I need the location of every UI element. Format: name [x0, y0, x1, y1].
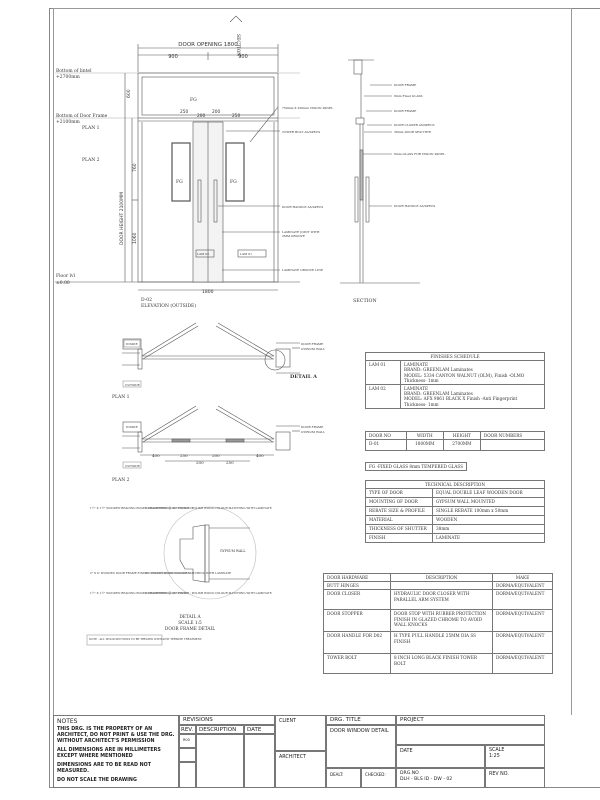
- elevation-title-code: D-02: [141, 298, 152, 303]
- section-callout: DOOR FRAME: [394, 83, 417, 87]
- lam01-tag: LAM 01: [240, 252, 253, 256]
- vision-dim: 250: [180, 110, 189, 115]
- plan1-title: PLAN 1: [112, 395, 130, 400]
- table-row: DOOR CLOSER HYDRAULIC DOOR CLOSER WITH PARALLEL ARM SYSTEM DORMA/EQUIVALENT: [324, 590, 553, 610]
- finish-code: LAM 02: [366, 385, 401, 409]
- detail-gypsum-label: GYPSUM WALL: [220, 549, 246, 553]
- scale-cell: SCALE 1:25: [485, 745, 545, 768]
- table-row: BUTT HINGES DORMA/EQUIVALENT: [324, 582, 553, 590]
- dim-600: 600: [127, 89, 132, 98]
- drg-title-label: DRG. TITLE: [326, 715, 396, 725]
- note-item: ALL DIMENSIONS ARE IN MILLIMETERS EXCEPT WHERE MENTIONED: [57, 748, 161, 759]
- vision-dim: 250: [232, 114, 241, 119]
- section-callout: 8mm GLASS FOR VISION PANEL: [394, 152, 446, 156]
- callout-vision-panel: 750mm X 250mm VISION PANEL: [282, 106, 334, 110]
- finishes-title: FINISHES SCHEDULE: [366, 353, 545, 361]
- callout-groove-line: LAMINATE GROOVE LINE: [282, 268, 324, 272]
- rev-no-label: REV NO.: [485, 768, 545, 788]
- fg-note-box: [365, 462, 467, 471]
- table-row: FINISH LAMINATE: [366, 534, 545, 543]
- plan2-marker: PLAN 2: [82, 158, 100, 163]
- callout-door-handle: DOOR HANDLE AS/SPECS: [282, 205, 324, 209]
- drg-no-cell: DRG.NO DLH - BLS ID - DW - 02: [396, 768, 485, 788]
- table-row: MOUNTING OF DOOR GYPSUM WALL MOUNTED: [366, 498, 545, 507]
- plan-dim: 250: [180, 453, 188, 458]
- fg-label-top: FG: [190, 98, 197, 103]
- section-marker-label: SECTION: [235, 34, 240, 57]
- plan-dim: 200: [212, 453, 220, 458]
- callout-laminate-joint: LAMINATE JOINT WITH: [282, 230, 320, 234]
- fg-note: FG -FIXED GLASS 8mm TEMPERED GLASS: [366, 463, 467, 471]
- floor-level-label: Floor lvl: [56, 274, 75, 279]
- detail-subtitle: DOOR FRAME DETAIL: [164, 627, 216, 632]
- checked-label: CHECKED:: [361, 768, 396, 788]
- plan2-title: PLAN 2: [112, 478, 130, 483]
- plan-dim: 250: [226, 460, 234, 465]
- col-header: DOOR NUMBERS: [480, 432, 544, 440]
- rev-col-header: DESCRIPTION: [196, 725, 244, 734]
- plans-drawing: [0, 315, 330, 490]
- notes-title: NOTES: [57, 718, 78, 725]
- callout-groove: 2MM GROOVE: [282, 234, 305, 238]
- table-row: TYPE OF DOOR EQUAL DOUBLE LEAF WOODEN DOOR: [366, 489, 545, 498]
- door-opening-dim: DOOR OPENING 1800: [178, 42, 238, 48]
- detail-note-3: 1¾" X 1¾" WOODEN BEADING EDGES CHAMFERED @ 45° FINISH : POLISH WOOD COLOUR MATCHING WITH LAMINATE: [90, 591, 272, 595]
- plan-dim: 400: [256, 453, 264, 458]
- floor-level-value: ±0.00: [56, 281, 70, 286]
- outside-tag-2: OUTSIDE: [125, 464, 140, 468]
- revisions-title: REVISIONS: [179, 715, 275, 725]
- dim-760: 760: [133, 163, 138, 172]
- plan1-marker: PLAN 1: [82, 126, 100, 131]
- title-block: [53, 715, 572, 788]
- table-row: [366, 361, 545, 385]
- frame-level: +2100mm: [56, 120, 80, 125]
- section-callout: 8mm Fixed GLASS: [394, 94, 423, 98]
- col-header: HEIGHT: [443, 432, 480, 440]
- technical-description-table: [365, 480, 545, 543]
- col-header: DOOR NO: [366, 432, 407, 440]
- plan-dim: 200: [196, 460, 204, 465]
- col-header: WIDTH: [406, 432, 443, 440]
- plan-door-frame-label-2: DOOR FRAME: [301, 425, 324, 429]
- date-label: DATE: [396, 745, 485, 768]
- inside-tag-2: INSIDE: [126, 425, 138, 429]
- detail-note-1: 1¾" X 1¾" WOODEN BEADING EDGES CHAMFERED @ 45° FINISH : POLISH WOOD COLOUR MATCHING WITH LAMINATE: [90, 506, 272, 510]
- lintel-level: +2700mm: [56, 75, 80, 80]
- dim-right-half: 900: [238, 54, 248, 60]
- section-title: SECTION: [353, 299, 377, 304]
- table-row: TOWER BOLT 8 INCH LONG BLACK FINISH TOWER BOLT DORMA/EQUIVALENT: [324, 654, 553, 674]
- note-item: DO NOT SCALE THE DRAWING: [57, 778, 137, 783]
- technical-title: TECHNICAL DESCRIPTION: [366, 481, 545, 489]
- fg-label-right: FG: [230, 180, 237, 185]
- plan-door-frame-label: DOOR FRAME: [301, 342, 324, 346]
- table-row: [366, 385, 545, 409]
- table-row: THICKNESS OF SHUTTER 38mm: [366, 525, 545, 534]
- finish-desc: LAMINATE BRAND: GREENLAM Laminates MODEL: 5334 CANYON WALNUT (OLM), Finish -OLMO Thickness- 1mm: [401, 361, 545, 385]
- outside-tag: OUTSIDE: [125, 383, 140, 387]
- door-height-dim: DOOR HEIGHT 2100MM: [120, 192, 125, 245]
- dealt-label: DEALT:: [326, 768, 361, 788]
- door-hardware-table: [323, 573, 553, 674]
- col-header: DESCRIPTION: [391, 574, 493, 582]
- frame-label: Bottom of Door Frame: [56, 114, 108, 119]
- termite-note: NOTE : ALL WOOD SECTIONS TO BE TREATED WITH ANTI TERMITE TREATMENT.: [89, 638, 203, 641]
- width-dim: 1800: [202, 290, 214, 295]
- dim-left-half: 900: [168, 54, 178, 60]
- finish-desc: LAMINATE BRAND: GREENLAM Laminates MODEL: AFX 9861 BLACK X Finish -Anti Fingerprint Thickness- 1mm: [401, 385, 545, 409]
- detail-a-callout: DETAIL A: [290, 374, 317, 380]
- detail-a-drawing: [0, 495, 330, 675]
- table-row: REBATE SIZE & PROFILE SINGLE REBATE 100mm x 50mm: [366, 507, 545, 516]
- inside-tag: INSIDE: [126, 342, 138, 346]
- dim-1060: 1060: [133, 232, 138, 244]
- vision-dim: 200: [212, 110, 221, 115]
- architect-label: ARCHITECT: [275, 751, 326, 788]
- project-label: PROJECT: [396, 715, 545, 725]
- elevation-title: ELEVATION (OUTSIDE): [141, 304, 197, 309]
- plan-dim: 400: [152, 453, 160, 458]
- client-label: CLIENT: [275, 715, 326, 751]
- section-callout: DOOR FRAME: [394, 109, 417, 113]
- detail-title: DETAIL A: [179, 615, 201, 620]
- callout-tower-bolt: TOWER BOLT AS/SPECS: [282, 130, 321, 134]
- table-row: DOOR HANDLE FOR D02 H TYPE PULL HANDLE 25MM DIA SS FINISH DORMA/EQUIVALENT: [324, 632, 553, 654]
- lintel-label: Bottom of lintel: [56, 69, 92, 74]
- plan-gypsum-label-2: GYPSUM WALL: [301, 430, 326, 434]
- door-schedule-table: [365, 431, 545, 451]
- elevation-drawing: [0, 0, 600, 320]
- notes-panel: [53, 715, 179, 788]
- rev-col-header: DATE: [244, 725, 275, 734]
- note-item: DIMENSIONS ARE TO BE READ NOT MEASURED.: [57, 763, 151, 774]
- section-callout: DOOR HANDLE AS/SPECS: [394, 204, 436, 208]
- detail-note-2: 2" X 4" WOODEN DOOR FRAME FINISH : POLISH WOOD COLOUR MATCHING WITH LAMINATE: [90, 571, 232, 575]
- fg-label-left: FG: [176, 180, 183, 185]
- detail-scale: SCALE 1:5: [178, 621, 202, 626]
- note-item: THIS DRG. IS THE PROPERTY OF AN ARCHITECT, DO NOT PRINT & USE THE DRG. WITHOUT ARCHITECT'S PERMISSION: [57, 727, 175, 744]
- plan-gypsum-label: GYPSUM WALL: [301, 347, 326, 351]
- finishes-schedule-table: [365, 352, 545, 409]
- table-row: D-01 1800MM 2700MM: [366, 440, 545, 451]
- finish-code: LAM 01: [366, 361, 401, 385]
- table-row: DOOR STOPPER DOOR STOP WITH RUBBER PROTECTION FINISH IN GLAZED CHROME TO AVOID WALL KNOCKS DORMA/EQUIVALENT: [324, 610, 553, 632]
- col-header: MAKE: [493, 574, 553, 582]
- section-callout: 38mm DOOR SHUTTER: [394, 130, 431, 134]
- rev-col-header: REV.: [179, 725, 196, 734]
- section-callout: DOOR CLOSER AS/SPECS: [394, 123, 435, 127]
- lam02-tag: LAM 02: [197, 252, 210, 256]
- col-header: DOOR HARDWARE: [324, 574, 391, 582]
- drg-title: DOOR WINDOW DETAIL: [326, 725, 396, 768]
- rev-entry: R00: [179, 734, 196, 748]
- table-row: MATERIAL WOODEN: [366, 516, 545, 525]
- vision-dim: 200: [197, 114, 206, 119]
